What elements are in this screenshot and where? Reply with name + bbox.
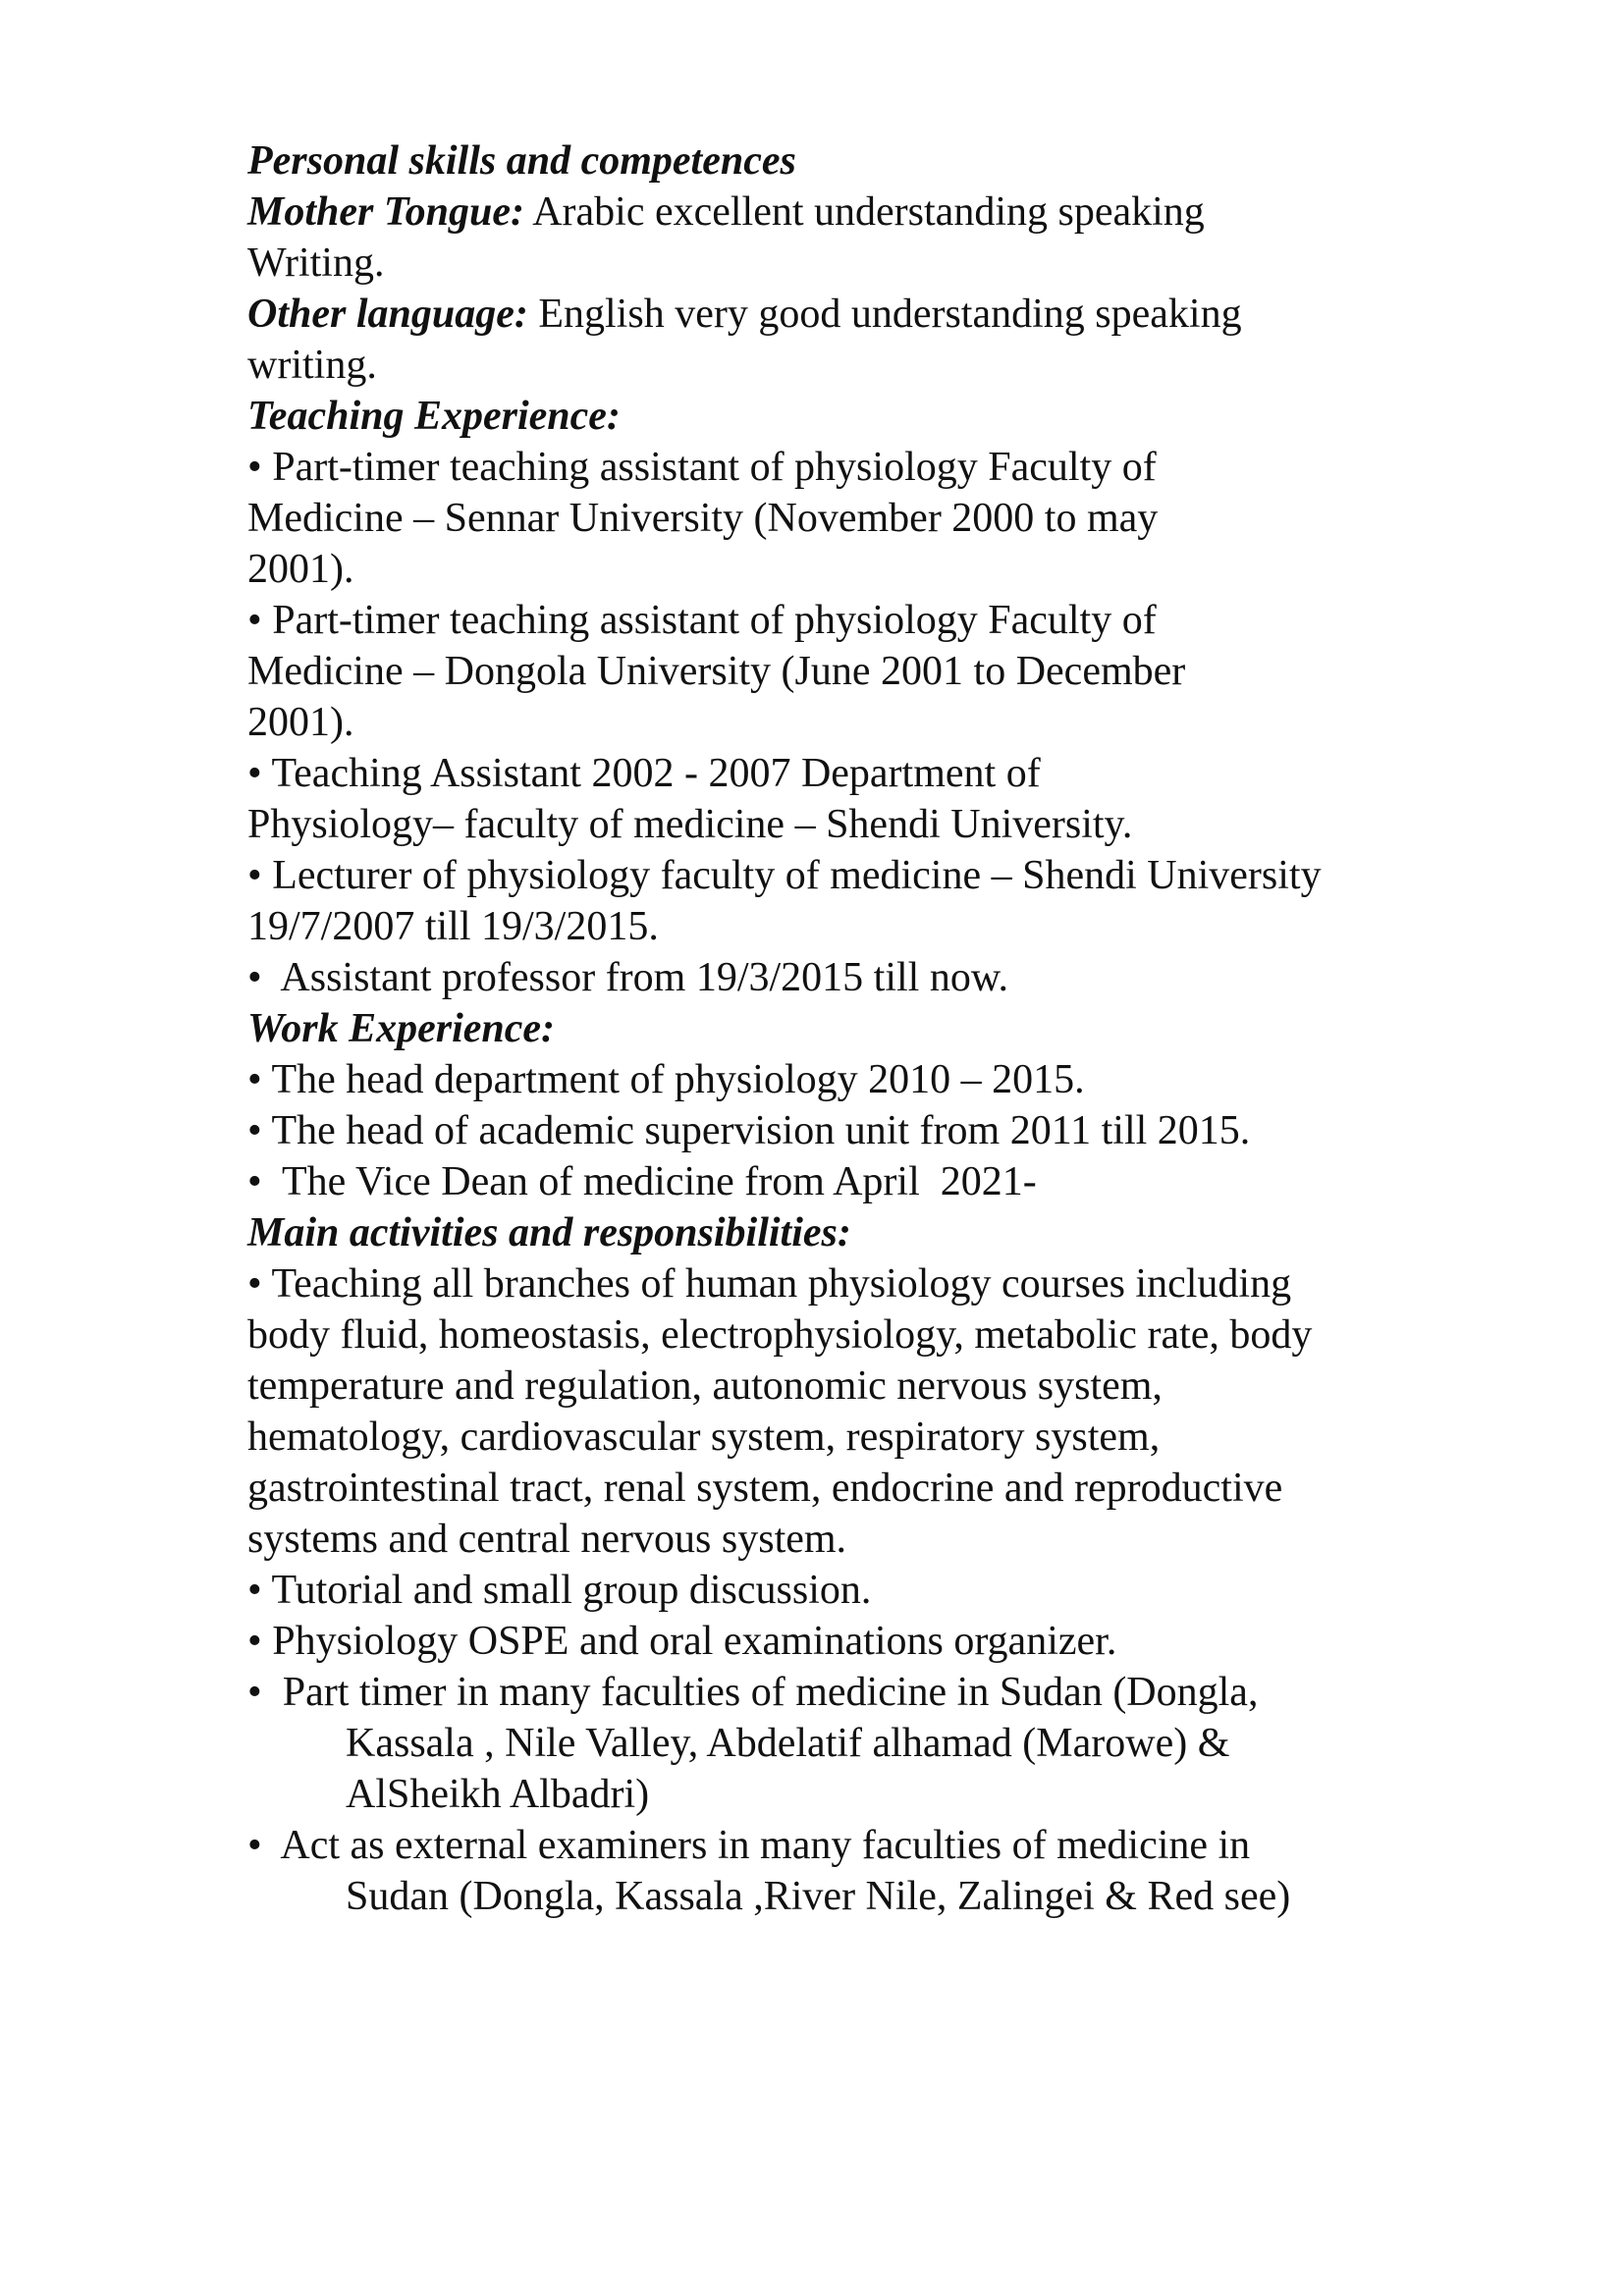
main-activity-line: • Part timer in many faculties of medicine in Sudan (Dongla, [247,1670,1259,1715]
part-timer-continuation: Kassala , Nile Valley, Abdelatif alhamad (Marowe) & [346,1721,1230,1766]
teaching-line: Medicine – Sennar University (November 2000 to may [247,496,1159,541]
work-experience-heading: Work Experience: [247,1006,556,1051]
work-line: • The head of academic supervision unit from 2011 till 2015. [247,1108,1251,1153]
mother-tongue-value-cont: Writing. [247,240,385,286]
teaching-line: • Teaching Assistant 2002 - 2007 Department of [247,751,1041,796]
teaching-line: • Lecturer of physiology faculty of medicine – Shendi University [247,853,1322,898]
other-language-value: English very good understanding speaking [527,292,1242,337]
personal-skills-heading: Personal skills and competences [247,138,796,184]
external-examiner-continuation: Sudan (Dongla, Kassala ,River Nile, Zalingei & Red see) [346,1874,1291,1919]
main-activity-line: body fluid, homeostasis, electrophysiology, metabolic rate, body [247,1312,1313,1358]
main-activities-heading: Main activities and responsibilities: [247,1210,851,1255]
main-activity-line: gastrointestinal tract, renal system, endocrine and reproductive [247,1466,1283,1511]
main-activity-line: systems and central nervous system. [247,1517,847,1562]
mother-tongue-label: Mother Tongue: [247,189,525,235]
teaching-line: • Part-timer teaching assistant of physiology Faculty of [247,598,1157,643]
main-activity-line: • Teaching all branches of human physiology courses including [247,1261,1292,1307]
mother-tongue-value: Arabic excellent understanding speaking [524,189,1205,235]
teaching-line: 2001). [247,700,354,745]
main-activity-line: hematology, cardiovascular system, respiratory system, [247,1415,1161,1460]
other-language-label: Other language: [247,292,528,337]
main-activity-line: temperature and regulation, autonomic nervous system, [247,1363,1163,1409]
teaching-experience-heading: Teaching Experience: [247,394,621,439]
other-language-row [247,289,1524,340]
teaching-line: Physiology– faculty of medicine – Shendi University. [247,802,1133,847]
external-examiner-line: • Act as external examiners in many faculties of medicine in [247,1823,1251,1868]
teaching-line: • Assistant professor from 19/3/2015 till now. [247,955,1008,1000]
teaching-line: Medicine – Dongola University (June 2001 to December [247,649,1186,694]
main-activity-line: • Physiology OSPE and oral examinations organizer. [247,1619,1117,1664]
teaching-line: 19/7/2007 till 19/3/2015. [247,904,659,949]
work-line: • The Vice Dean of medicine from April 2021- [247,1159,1037,1204]
work-line: • The head department of physiology 2010 – 2015. [247,1057,1085,1102]
mother-tongue-row [247,187,1524,238]
main-activity-line: • Tutorial and small group discussion. [247,1568,872,1613]
teaching-line: 2001). [247,547,354,592]
part-timer-continuation: AlSheikh Albadri) [346,1772,650,1817]
cv-section-content [247,135,1524,1922]
other-language-value-cont: writing. [247,343,377,388]
teaching-line: • Part-timer teaching assistant of physiology Faculty of [247,445,1157,490]
